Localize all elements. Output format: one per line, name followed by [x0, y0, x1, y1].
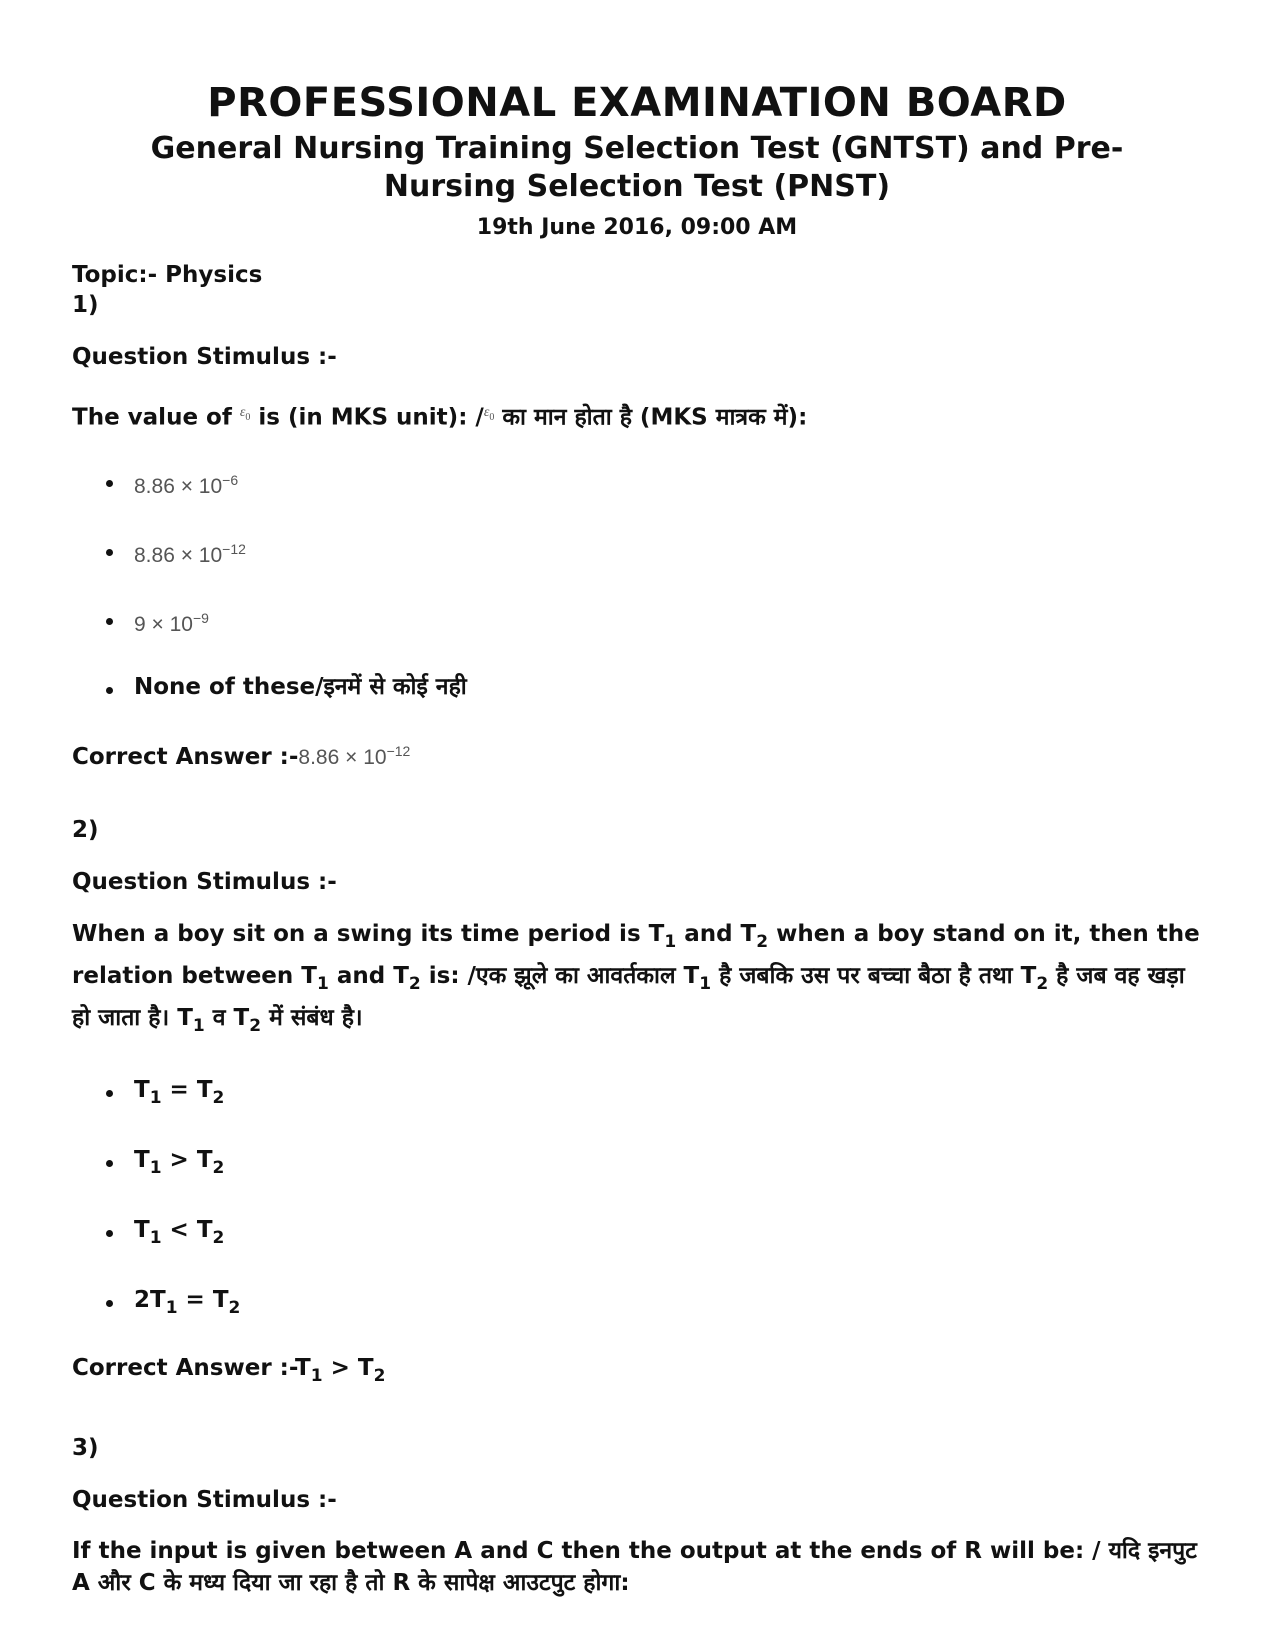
option-item: $T_1 < T_2$: [72, 1215, 1202, 1253]
option-item: $9 \times 10^{-9}$: [72, 603, 1202, 640]
question-3: [72, 1433, 1202, 1599]
board-title: PROFESSIONAL EXAMINATION BOARD: [207, 80, 1067, 126]
correct-answer: Correct Answer $:-T_1 > T_2$: [72, 1354, 386, 1386]
question-number: 2): [72, 816, 99, 843]
question-number: 3): [72, 1434, 99, 1461]
option-item: $2T_1 = T_2$: [72, 1285, 1202, 1323]
exam-title-line2: Nursing Selection Test (PNST): [383, 169, 891, 204]
question-stimulus-label: Question Stimulus :-: [72, 868, 337, 895]
options-list: [72, 1075, 1202, 1323]
option-item: $8.86 \times 10^{-12}$: [72, 534, 1202, 571]
correct-answer: Correct Answer :-8.86 × $10^{-12}$: [72, 742, 411, 770]
question-text: The value of $^{\varepsilon_0}$ is (in MKS unit): /$^{\varepsilon_0}$ का मान होता है (MKS मात्रक में):: [72, 404, 808, 431]
question-number: 1): [72, 292, 99, 318]
options-list: [72, 465, 1202, 702]
question-2: [72, 815, 1202, 1391]
exam-title-line1: General Nursing Training Selection Test (GNTST) and Pre-: [150, 131, 1124, 166]
option-item: $8.86 \times 10^{-6}$: [72, 465, 1202, 502]
option-item: None of these/इनमें से कोई नही: [72, 672, 1202, 702]
question-text: If the input is given between A and C then the output at the ends of R will be: / यदि इनपुट A और C के मध्य दिया जा रहा है तो R के सापेक्ष आउटपुट होगा:: [72, 1537, 1197, 1596]
epsilon-symbol: ε0: [483, 405, 495, 423]
question-1: [72, 290, 1202, 773]
question-text: When a boy sit on a swing its time period is $T_1$ and $T_2$ when a boy stand on it, then the relation between $T_1$ and $T_2$ is: /एक झूले का आवर्तकाल $T_1$ है जबकि उस पर बच्चा बैठा है तथा $T_2$ है जब वह खड़ा हो जाता है। $T_1$ व $T_2$ में संबंध है।: [72, 920, 1200, 1036]
topic-label: Topic:- Physics: [72, 262, 263, 288]
option-item: $T_1 > T_2$: [72, 1145, 1202, 1183]
epsilon-symbol: ε0: [239, 405, 251, 423]
option-item: $T_1 = T_2$: [72, 1075, 1202, 1113]
question-stimulus-label: Question Stimulus :-: [72, 344, 337, 370]
document-page: [72, 78, 1202, 1599]
exam-date: 19th June 2016, 09:00 AM: [476, 215, 798, 240]
question-stimulus-label: Question Stimulus :-: [72, 1486, 337, 1513]
